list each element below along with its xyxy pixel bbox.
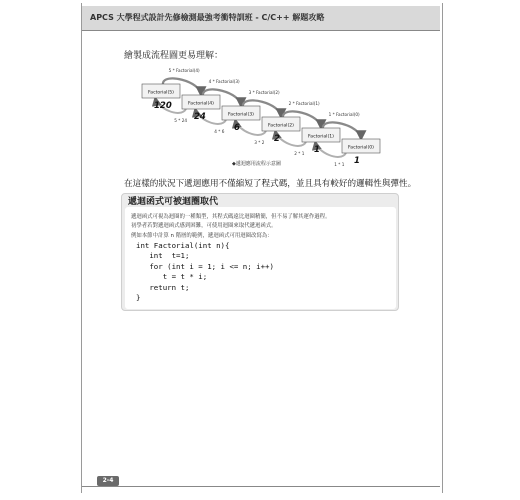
result-value: 120 xyxy=(154,101,172,111)
note-panel-title: 遞迴函式可被迴圈取代 xyxy=(128,197,219,207)
header-rule xyxy=(82,30,440,31)
body-paragraph: 在這樣的狀況下遞迴應用不僅縮短了程式碼，並且具有較好的邏輯性與彈性。 xyxy=(124,179,417,189)
code-line: t = t * i; xyxy=(136,272,208,282)
note-line-2: 初學者若對遞迴函式感到困難，可使用迴圈來取代遞迴函式。 xyxy=(131,223,277,229)
code-line: for (int i = 1; i <= n; i++) xyxy=(136,261,274,271)
result-value: 1 xyxy=(354,156,360,166)
result-value: 2 xyxy=(274,134,280,144)
page-number: 2-4 xyxy=(97,476,119,486)
result-value: 24 xyxy=(194,112,206,122)
product-label: 5 * 24 xyxy=(174,118,188,123)
product-label: 1 * 1 xyxy=(334,162,345,167)
code-line: return t; xyxy=(136,282,190,292)
call-label: 4 * Factorial(3) xyxy=(208,79,240,84)
call-label: 1 * Factorial(0) xyxy=(328,112,360,117)
note-line-1: 遞迴函式可視為迴圈的一種類型，其程式碼遠比迴圈精簡，但不易了解其運作過程。 xyxy=(131,214,331,220)
code-line: int Factorial(int n){ xyxy=(136,241,230,250)
call-label: 5 * Factorial(4) xyxy=(168,68,200,73)
product-label: 3 * 2 xyxy=(254,140,265,145)
product-label: 2 * 1 xyxy=(294,151,305,156)
book-title: APCS 大學程式設計先修檢測最強考衝特訓班 - C/C++ 解題攻略 xyxy=(90,13,325,22)
result-value: 6 xyxy=(234,123,240,133)
factorial-box-label: Factorial(1) xyxy=(308,134,334,140)
factorial-box-label: Factorial(3) xyxy=(228,112,254,118)
code-line: int t=1; xyxy=(136,251,190,261)
call-label: 3 * Factorial(2) xyxy=(248,90,280,95)
note-line-3: 例如本節中計算 n 階層的範例，遞迴函式可用迴圈改寫為： xyxy=(131,233,273,239)
factorial-box-label: Factorial(5) xyxy=(148,90,174,96)
footer-rule xyxy=(82,486,440,487)
product-label: 4 * 6 xyxy=(214,129,225,134)
result-value: 1 xyxy=(314,145,320,155)
factorial-box-label: Factorial(2) xyxy=(268,123,294,129)
factorial-box-label: Factorial(0) xyxy=(348,145,374,151)
call-label: 2 * Factorial(1) xyxy=(288,101,320,106)
factorial-box-label: Factorial(4) xyxy=(188,101,214,107)
figure-caption: ◆遞迴應用流程示意圖 xyxy=(232,161,281,167)
intro-text: 繪製成流程圖更易理解： xyxy=(124,51,224,61)
code-listing xyxy=(136,241,274,303)
code-line: } xyxy=(136,293,141,303)
